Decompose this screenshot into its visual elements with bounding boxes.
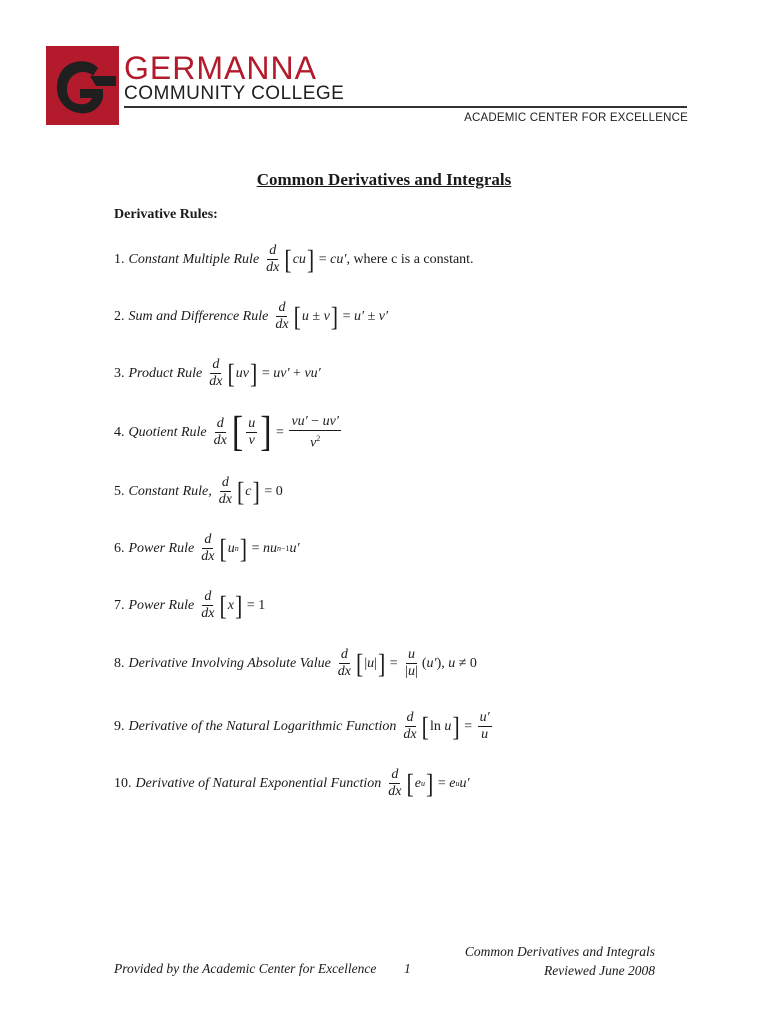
page-number: 1	[404, 961, 411, 976]
rule-name: Derivative of Natural Exponential Function	[135, 775, 382, 791]
rule-suffix: , where c is a constant.	[346, 251, 474, 267]
college-logo-icon	[46, 46, 119, 125]
rule-6	[114, 532, 300, 565]
brand-name: GERMANNA	[124, 50, 317, 86]
rule-name: Derivative Involving Absolute Value	[128, 655, 331, 671]
formula: $\frac{d}{dx}$ [ $\frac{u}{v}$ ] = $\frac{vu' - uv'}{v^2}$	[213, 409, 339, 456]
rule-name: Quotient Rule	[128, 424, 207, 440]
rule-name: Constant Rule,	[128, 483, 212, 499]
rule-2	[114, 300, 388, 333]
formula: $\frac{d}{dx}$ [ u ± v ] = u′ ± v′	[275, 300, 389, 332]
rule-number: 3.	[114, 365, 125, 381]
rule-number: 7.	[114, 597, 125, 613]
rule-name: Constant Multiple Rule	[128, 251, 260, 267]
formula: $\frac{d}{dx}$ [ e u ] = e u u′	[388, 767, 470, 799]
formula: $\frac{d}{dx}$ [ c ] = 0	[218, 475, 283, 507]
formula: $\frac{d}{dx}$ [ cu ] = cu′	[266, 243, 347, 275]
rule-10	[114, 767, 470, 800]
rule-number: 6.	[114, 540, 125, 556]
formula: $\frac{d}{dx}$ [ u n ] = nu n−1 u′	[201, 532, 300, 564]
rule-name: Sum and Difference Rule	[128, 308, 269, 324]
rule-1	[114, 243, 474, 276]
footer-doc-title: Common Derivatives and Integrals	[464, 944, 655, 959]
brand-subtitle: COMMUNITY COLLEGE	[124, 83, 345, 104]
rule-name: Power Rule	[128, 540, 195, 556]
formula: $\frac{d}{dx}$ [ | u | ] = $\frac{u}{|u|}$ ( u′ ), u ≠ 0	[337, 647, 477, 679]
rule-number: 9.	[114, 718, 125, 734]
rule-9	[114, 710, 494, 743]
formula: $\frac{d}{dx}$ [ uv ] = uv′ + vu′	[209, 357, 321, 389]
rule-8	[114, 647, 477, 680]
rule-name: Power Rule	[128, 597, 195, 613]
section-heading: Derivative Rules:	[114, 207, 218, 222]
rule-number: 5.	[114, 483, 125, 499]
formula: $\frac{d}{dx}$ [ x ] = 1	[201, 589, 266, 621]
rule-5	[114, 475, 283, 508]
rule-number: 2.	[114, 308, 125, 324]
rule-number: 4.	[114, 424, 125, 440]
rule-name: Derivative of the Natural Logarithmic Function	[128, 718, 397, 734]
footer-doc-info	[465, 942, 655, 980]
center-label: ACADEMIC CENTER FOR EXCELLENCE	[464, 112, 688, 124]
formula: $\frac{d}{dx}$ [ ln u ] = $\frac{u'}{u}$	[403, 710, 490, 742]
rule-number: 1.	[114, 251, 125, 267]
document-title: Common Derivatives and Integrals	[256, 170, 512, 189]
footer-provider: Provided by the Academic Center for Excellence	[114, 961, 377, 976]
rule-4	[114, 409, 343, 456]
rule-7	[114, 589, 265, 622]
rule-number: 8.	[114, 655, 125, 671]
rule-name: Product Rule	[128, 365, 203, 381]
header-divider	[124, 106, 687, 108]
rule-3	[114, 357, 321, 390]
footer-reviewed: Reviewed June 2008	[544, 963, 655, 978]
rule-number: 10.	[114, 775, 132, 791]
